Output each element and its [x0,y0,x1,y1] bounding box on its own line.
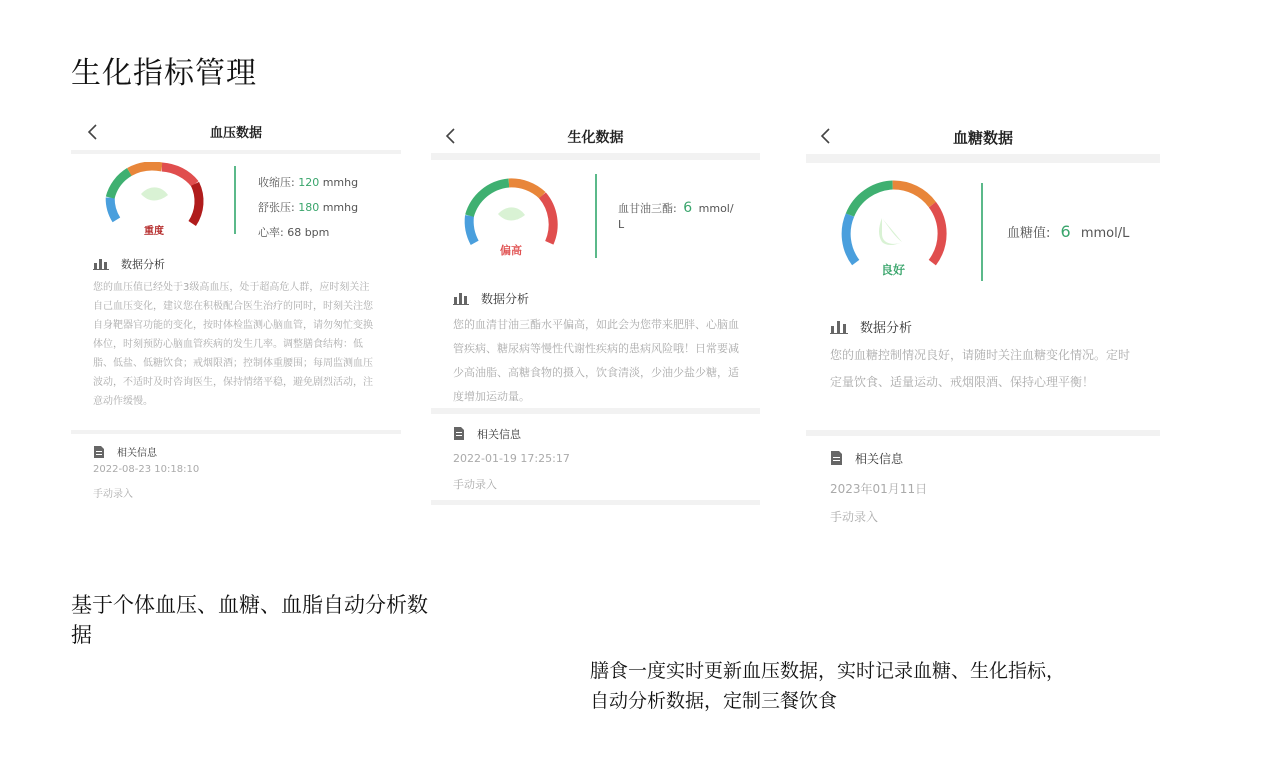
diastolic-row: 舒张压: 180 mmhg [258,201,359,214]
info-source: 手动录入 [93,489,133,500]
metrics [618,200,734,233]
triglyceride-unit-wrap: L [618,218,625,231]
panel-title: 血压数据 [209,126,262,141]
divider [431,408,760,414]
metrics [258,170,358,245]
biochem-panel [431,118,760,508]
drop-icon [141,187,168,200]
info-time: 2022-01-19 17:25:17 [453,452,570,465]
drop-icon [498,207,525,220]
caption-right: 膳食一度实时更新血压数据，实时记录血糖、生化指标，自动分析数据，定制三餐饮食 [590,660,1066,712]
bar-chart-icon [93,258,109,273]
systolic-value: 120 [298,176,320,189]
analysis-text: 您的血清甘油三酯水平偏高，如此会为您带来肥胖、心脑血管疾病、糖尿病等慢性代谢性疾病的患病风险哦！日常要减少高油脂、高糖食物的摄入，饮食清淡，少油少盐少糖，适度增加运动量。 [453,318,739,403]
status-label: 重度 [144,226,164,237]
gauge [458,178,566,250]
status-label: 良好 [880,263,905,277]
glucose-value: 6 [1060,222,1071,241]
bar-chart-icon [830,320,848,338]
info-heading: 相关信息 [93,444,157,461]
info-source: 手动录入 [830,510,879,524]
bar-chart-icon [453,292,469,308]
panel-header [71,118,401,150]
info-heading: 相关信息 [830,450,903,468]
panel-title: 血糖数据 [952,129,1013,147]
document-icon [93,446,105,461]
gauge [836,180,952,268]
vertical-divider [981,183,983,281]
triglyceride-value: 6 [683,200,693,216]
gauge-area [71,154,401,239]
divider [806,154,1160,163]
blood-glucose-panel [806,118,1160,538]
info-time: 2023年01月11日 [830,482,928,496]
analysis-heading: 数据分析 [453,290,529,308]
vertical-divider [595,174,597,258]
divider [431,500,760,505]
gauge-area [431,160,760,270]
blood-pressure-panel [71,118,401,508]
document-icon [830,451,843,468]
analysis-text: 您的血糖控制情况良好，请随时关注血糖变化情况。定时定量饮食、适量运动、戒烟限酒、保持心理平衡！ [830,348,1131,389]
divider [806,430,1160,436]
systolic-row: 收缩压: 120 mmhg [258,176,359,189]
vertical-divider [234,166,236,234]
drop-icon [879,218,902,245]
document-icon [453,427,465,443]
info-source: 手动录入 [453,478,497,491]
page-title: 生化指标管理 [71,56,257,91]
diastolic-value: 180 [298,201,320,214]
info-heading: 相关信息 [453,426,521,443]
divider [431,153,760,160]
gauge-area [806,163,1160,288]
info-time: 2022-08-23 10:18:10 [93,464,200,475]
analysis-heading: 数据分析 [830,317,912,338]
analysis-text: 您的血压值已经处于3级高血压，处于超高危人群，应时刻关注自己血压变化，建议您在积极配合医生治疗的同时，时刻关注您自身靶器官功能的变化，按时体检监测心脑血管，请勿匆忙变换体位，时刻预防心脑血管疾病的发生几率。调整膳食结构：低脂、低盐、低糖饮食；戒烟限酒；控制体重腰围；每周监测血压波动，不适时及时咨询医生，保持情绪平稳，避免剧烈活动，注意动作缓慢。 [93,282,373,407]
panel-title: 生化数据 [567,130,624,146]
metrics [1007,221,1129,245]
glucose-row: 血糖值: 6 mmol/L [1007,222,1130,241]
divider [71,430,401,434]
caption-left: 基于个体血压、血糖、血脂自动分析数据 [71,593,428,647]
panel-header [806,118,1160,154]
status-label: 偏高 [500,244,522,257]
triglyceride-row: 血甘油三酯: 6 mmol/ [618,200,734,216]
panel-header [431,118,760,153]
heart-rate-row: 心率: 68 bpm [258,226,330,239]
analysis-heading: 数据分析 [93,256,165,273]
